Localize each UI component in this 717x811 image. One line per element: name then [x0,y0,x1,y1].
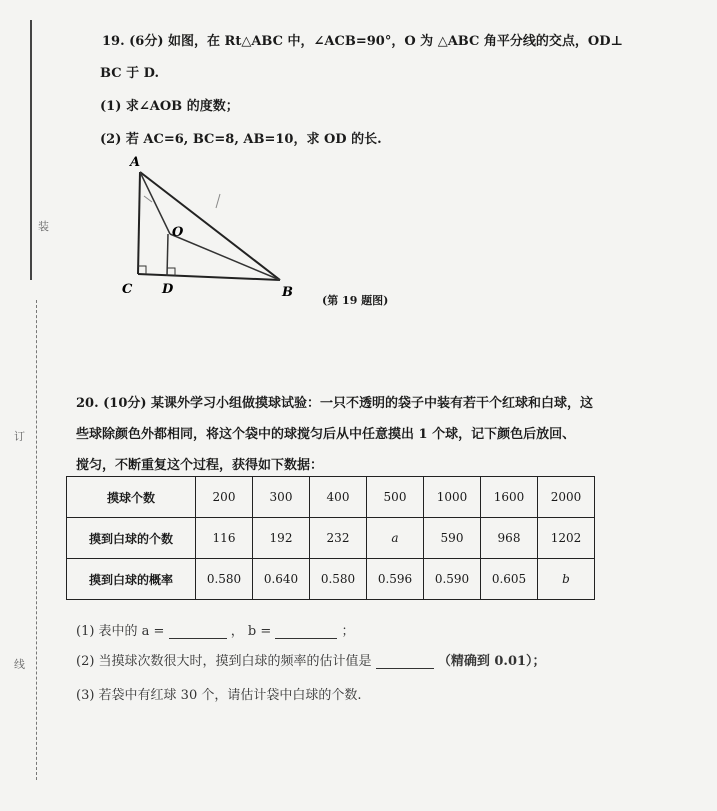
q20-line3: 搅匀，不断重复这个过程，获得如下数据： [76,458,324,473]
table-cell: 232 [310,518,367,559]
label-b: B [282,285,293,300]
binding-mark-3: 线 [14,658,25,671]
table-cell: 0.596 [367,559,424,600]
q19-part2: (2) 若 AC=6, BC=8, AB=10，求 OD 的长. [100,132,382,147]
q19-part1: (1) 求∠AOB 的度数； [100,99,239,114]
q20-line2: 些球除颜色外都相同，将这个袋中的球搅匀后从中任意摸出 1 个球，记下颜色后放回、 [76,427,576,442]
table-cell: 0.640 [253,559,310,600]
table-cell: 300 [253,477,310,518]
binding-mark-2: 订 [14,430,25,443]
table-cell: 1000 [424,477,481,518]
table-cell: 116 [196,518,253,559]
label-o: O [172,225,184,240]
bisector-ao [140,172,170,234]
table-cell: 500 [367,477,424,518]
sub2-suffix: （精确到 0.01）； [437,654,546,669]
label-a: A [130,155,141,170]
table-cell: 400 [310,477,367,518]
table-cell: 590 [424,518,481,559]
table-cell: 192 [253,518,310,559]
row-header: 摸到白球的概率 [67,559,196,600]
binding-line [30,20,32,280]
row-header: 摸到白球的个数 [67,518,196,559]
row-header: 摸球个数 [67,477,196,518]
bisector-bo [170,234,280,280]
answer-blank-b [275,638,337,639]
triangle-figure [100,150,320,300]
table-cell: 0.580 [196,559,253,600]
table-cell: 200 [196,477,253,518]
sub1-prefix: (1) 表中的 a = [76,624,165,639]
q19-line1: 19. (6分) 如图，在 Rt△ABC 中，∠ACB=90°，O 为 △ABC 角平分线的交点，OD⊥ [102,34,623,49]
binding-mark-1: 装 [38,220,49,233]
right-angle-c [138,266,146,274]
sub2-prefix: (2) 当摸球次数很大时，摸到白球的频率的估计值是 [76,654,372,669]
table-cell: 1600 [481,477,538,518]
answer-blank-a [169,638,227,639]
table-cell: a [367,518,424,559]
label-d: D [162,282,174,297]
table-cell: 968 [481,518,538,559]
table-cell: 0.605 [481,559,538,600]
table-cell: 0.580 [310,559,367,600]
segment-od [167,234,168,276]
binding-dotted-line [36,300,37,780]
q20-line1: 20. (10分) 某课外学习小组做摸球试验：一只不透明的袋子中装有若干个红球和白球，这 [76,396,594,411]
table-cell: 2000 [538,477,595,518]
table-row [67,477,595,518]
label-c: C [122,282,133,297]
answer-blank-frequency [376,668,434,669]
table-row [67,559,595,600]
side-ab [140,172,280,280]
sub1-end: ； [341,624,355,639]
q19-line2: BC 于 D. [100,66,159,81]
side-ac [138,172,140,274]
q20-sub3: (3) 若袋中有红球 30 个，请估计袋中白球的个数. [76,688,362,703]
side-cb [138,274,280,280]
table-cell: b [538,559,595,600]
table-cell: 0.590 [424,559,481,600]
table-row [67,518,595,559]
q20-sub1 [76,620,355,639]
data-table [66,476,595,600]
table-cell: 1202 [538,518,595,559]
figure-caption: (第 19 题图) [322,294,389,307]
sub1-mid: ， b = [230,624,272,639]
q20-sub2 [76,650,546,669]
